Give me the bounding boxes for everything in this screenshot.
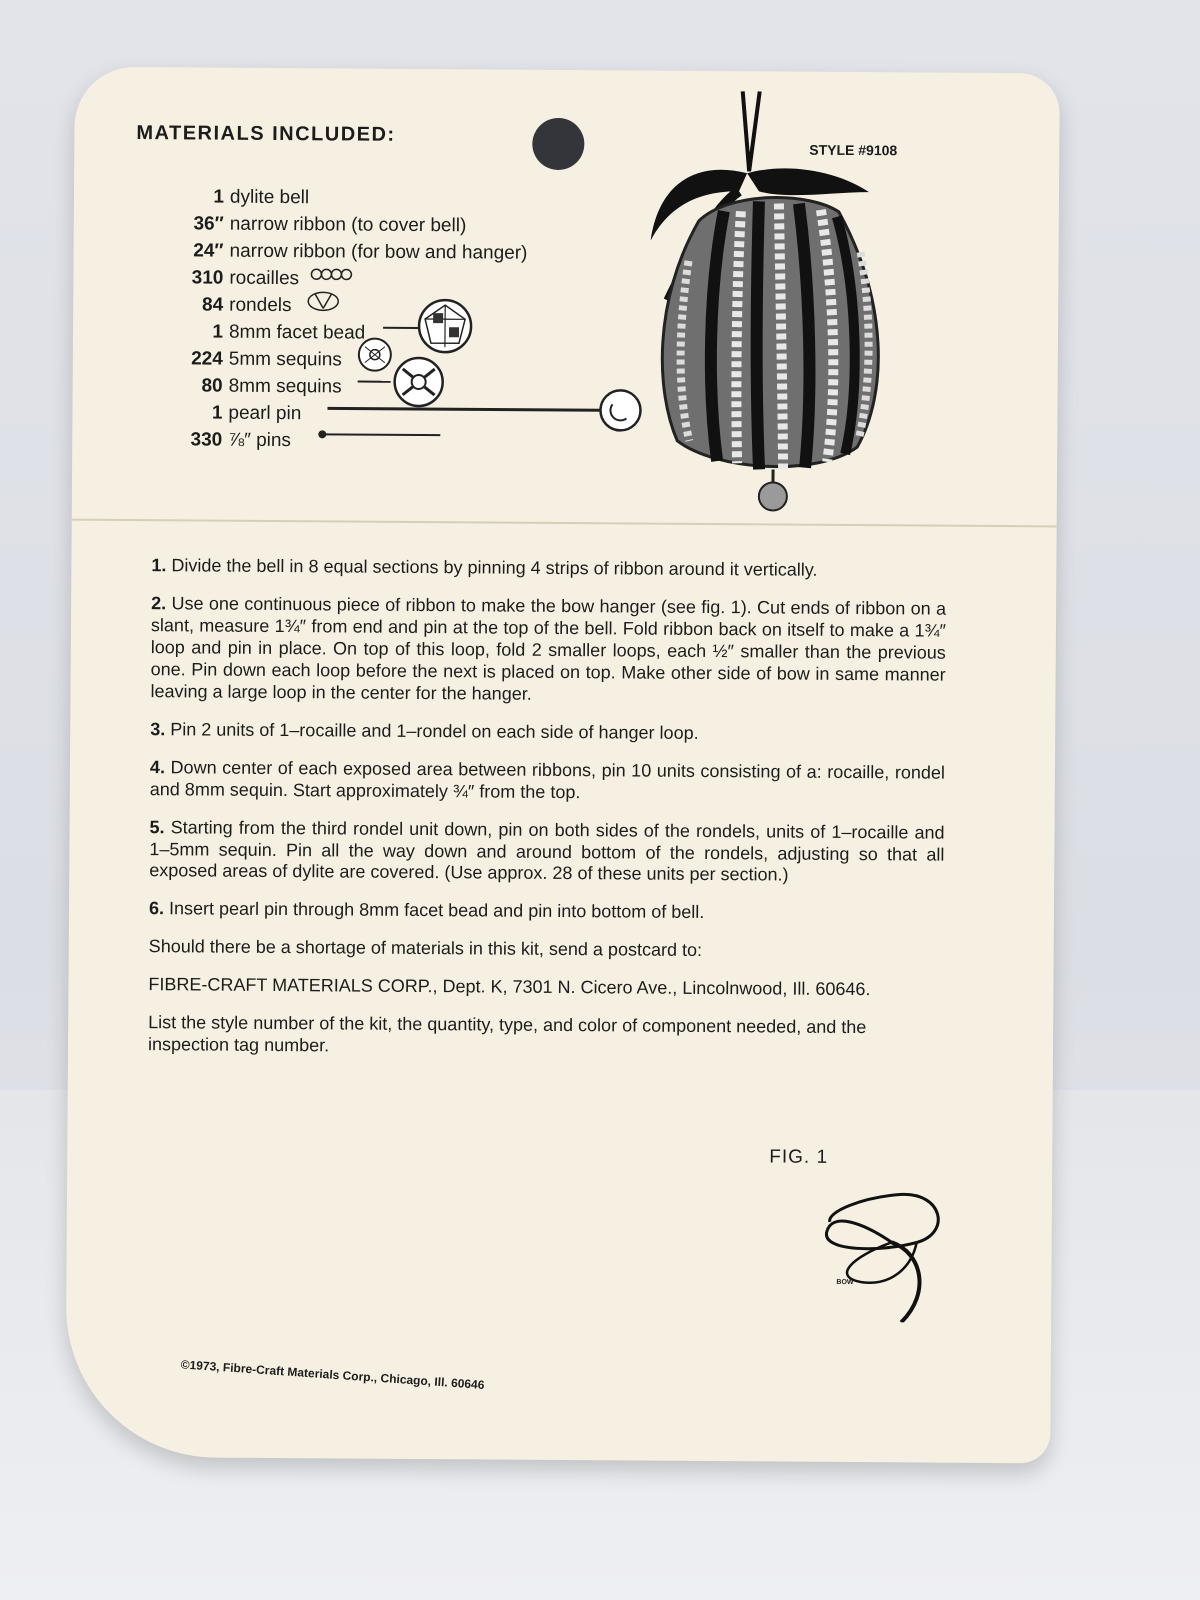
bell-illustration xyxy=(637,91,900,513)
facet-bead-icon xyxy=(383,300,471,353)
list-item: 1 8mm facet bead xyxy=(212,321,366,344)
step-4: 4. Down center of each exposed area between ribbons, pin 10 units consisting of a: rocaille, rondel and 8mm sequin. Start approximately ¾″ from the top. xyxy=(149,756,946,802)
list-item: 330 ⅞″ pins xyxy=(190,428,292,451)
list-item: 224 5mm sequins xyxy=(191,347,342,370)
list-item: 1 pearl pin xyxy=(211,402,302,424)
list-item: 24″ narrow ribbon (for bow and hanger) xyxy=(193,239,528,264)
material-icons xyxy=(72,67,1060,534)
bow-figure-icon xyxy=(821,1182,952,1323)
rocaille-icon xyxy=(311,269,351,279)
figure-label: FIG. 1 xyxy=(769,1146,829,1168)
rondel-icon xyxy=(308,292,338,310)
list-item: 36″ narrow ribbon (to cover bell) xyxy=(193,212,467,236)
small-sequin-icon xyxy=(359,339,391,371)
shortage-intro: Should there be a shortage of materials in this kit, send a postcard to: xyxy=(148,936,703,961)
materials-title: MATERIALS INCLUDED: xyxy=(136,122,396,146)
shortage-instructions: List the style number of the kit, the quantity, type, and color of component needed, and the inspection tag number. xyxy=(147,1012,867,1056)
list-item: 84 rondels xyxy=(201,293,292,316)
list-item: 1 dylite bell xyxy=(213,186,310,208)
instruction-card xyxy=(65,67,1060,1464)
step-5: 5. Starting from the third rondel unit down, pin on both sides of the rondels, units of 1–rocaille and 1–5mm sequin. Pin all the way down and around bottom of the rondels, adjusting so that all exposed areas of dylite are covered. (Use approx. 28 of these units per section.) xyxy=(149,816,945,886)
straight-pin-icon xyxy=(318,430,440,439)
step-3: 3. Pin 2 units of 1–rocaille and 1–rondel on each side of hanger loop. xyxy=(150,718,699,743)
style-number: STYLE #9108 xyxy=(809,141,898,159)
list-item: 80 8mm sequins xyxy=(201,374,342,397)
shortage-address: FIBRE-CRAFT MATERIALS CORP., Dept. K, 7301 N. Cicero Ave., Lincolnwood, Ill. 60646. xyxy=(148,974,871,1000)
step-2: 2. Use one continuous piece of ribbon to make the bow hanger (see fig. 1). Cut ends of ribbon on a slant, measure 1¾″ from end and pin at the top of the bell. Fold ribbon back on itself to make a 1¾″ loop and pin in place. On top of this loop, fold 2 smaller loops, each ½″ smaller than the previous one. Pin down each loop before the next is placed on top. Make other side of bow in same manner leaving a large loop in the center for the hanger. xyxy=(150,593,947,704)
pearl-pin-icon xyxy=(327,388,640,430)
instructions xyxy=(148,555,947,1078)
step-6: 6. Insert pearl pin through 8mm facet bead and pin into bottom of bell. xyxy=(148,898,705,923)
bow-label: BOW xyxy=(836,1278,854,1287)
copyright-notice: ©1973, Fibre-Craft Materials Corp., Chicago, Ill. 60646 xyxy=(180,1357,485,1393)
step-1: 1. Divide the bell in 8 equal sections by pinning 4 strips of ribbon around it vertically. xyxy=(151,555,818,580)
list-item: 310 rocailles xyxy=(191,266,300,289)
